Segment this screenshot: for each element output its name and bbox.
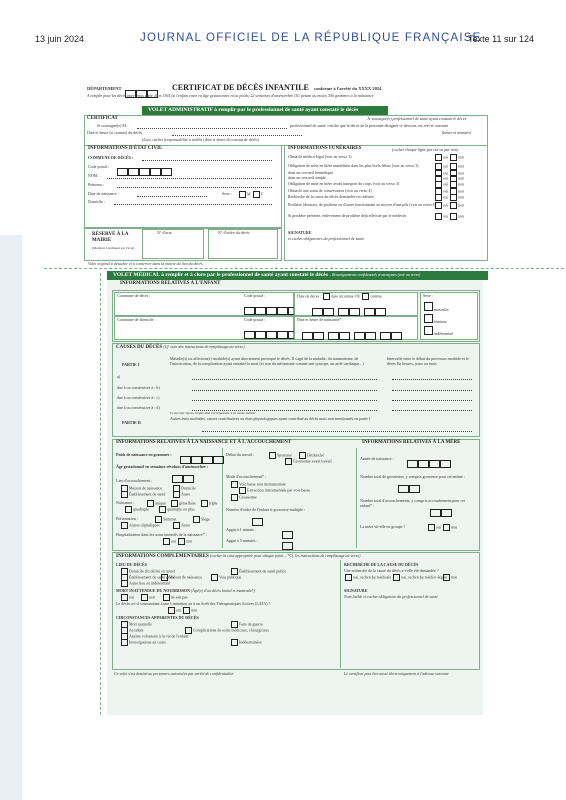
circonstances-option[interactable]: Accident — [120, 627, 143, 634]
lieu-deces-option[interactable]: Établissement de santé privé — [120, 574, 175, 581]
name-field[interactable] — [137, 128, 287, 129]
fun-row-label: Obligation de mise en bière avant transport du corps (voir au verso 3) — [288, 181, 400, 186]
signature2-label: SIGNATURE — [344, 588, 368, 593]
circonstances-label: CIRCONSTANCES APPARENTES DU DÉCÈS — [116, 615, 199, 620]
partie1-text: Maladie(s) ou affection(s) morbide(s) ayant directement provoqué le décès. Il s'agit de la maladie, du traumatisme, de l'intoxication, de la complication ayant entraîné la mort (et non du mécanisme comme une syncope, un arrêt cardiaque...) — [170, 356, 364, 366]
fun-row-label: Obligation de mise en bière immédiate dans les plus brefs délais (voir au verso 3) — [288, 163, 419, 168]
death-date-field[interactable] — [172, 135, 302, 136]
cause-interval-field[interactable] — [392, 390, 472, 391]
enf-commune-deces-label: Commune de décès : — [117, 293, 151, 298]
enf-sexe-fem[interactable]: féminin — [424, 314, 446, 324]
department-label: DÉPARTEMENT — [87, 86, 122, 91]
cause-interval-field[interactable] — [392, 410, 472, 411]
fun-row-options[interactable]: oui non — [434, 170, 464, 177]
circonstances-option[interactable]: Faits de guerre — [230, 621, 263, 628]
certificat-label: CERTIFICAT — [87, 116, 118, 121]
line1-label: Je soussigné(e) M. — [97, 123, 127, 128]
fun-row-options[interactable]: oui non — [434, 188, 464, 195]
circonstances-option[interactable]: Complications de soins médicaux, chirurgicaux — [184, 627, 269, 634]
text-reference: Texte 11 sur 124 — [468, 34, 534, 44]
mort-option[interactable]: non — [140, 594, 155, 601]
cause-line-label: due à ou consécutive à : b) — [117, 385, 160, 390]
reserve-col2: N° d'ordre du décès — [218, 230, 250, 235]
n-mode-label: Mode d'accouchement* : — [226, 474, 267, 479]
left-margin-strip — [0, 235, 22, 800]
n-mode-option[interactable]: Voie basse non instrumentale — [230, 481, 286, 488]
n-lieu-option[interactable]: Domicile — [172, 485, 196, 492]
certificate-subtitle: A remplir pour les décès intervenus entre J0 et J364 (si l'enfant entre en âge gestationnel et/ou poids) 22 semaines d'aménorrhée OU pesant au moins 500 grammes à la naissance — [87, 93, 374, 98]
certificate-page — [22, 60, 566, 800]
fun-row-label: Obstacle médico-légal (voir au verso 1) — [288, 154, 352, 159]
footer-left-note: Ce volet s'est destiné au personnes autorisées par arrêté de confidentialité — [114, 671, 234, 676]
m-vivante-options[interactable]: oui non — [427, 524, 457, 531]
reserve-sub: (Mention à indiquer sur l'acte) — [92, 246, 135, 250]
perforation-line — [44, 268, 564, 269]
ec-sexe-options[interactable]: M F — [238, 191, 263, 198]
deces-survenu-label: Le décès a-t-il concomitant à une Limitation ou à un Arrêt des Thérapeutiques Actives (LATA) ? — [116, 601, 271, 606]
ec-commune-field[interactable] — [142, 160, 272, 161]
funeraires-title: INFORMATIONS FUNÉRAIRES — [288, 146, 362, 151]
n-travail-option[interactable]: Déclenché — [298, 452, 324, 459]
cause-line-label: due à ou consécutive à : c) — [117, 395, 160, 400]
header-date: 13 juin 2024 — [35, 34, 85, 44]
fun-row-label: Si prothèse présente, enlèvement de prothèse déjà effectué par le médecin — [288, 213, 406, 218]
ec-domicile-label: Domicile : — [88, 199, 105, 204]
n-lieu-label: Lieu d'accouchement : — [116, 478, 153, 483]
partie1-label: PARTIE I — [122, 362, 140, 367]
enf-commune-dom-label: Commune de domicile : — [117, 317, 156, 322]
fun-row-label: dans un cercueil hermétique — [288, 170, 333, 175]
enf-sexe-masc[interactable]: masculin — [424, 302, 448, 312]
cause-line-field[interactable] — [192, 390, 377, 391]
fun-row-label: Recherche de la cause du décès demandée ou réalisée — [288, 194, 374, 199]
n-presentation-option[interactable]: Siège — [192, 516, 210, 523]
n-lieu-option[interactable]: Établissement de santé — [120, 491, 165, 498]
lieu-deces-option[interactable]: Établissement de santé public — [230, 568, 286, 575]
causes-title: CAUSES DU DÉCÈS (Cf. note des instructions de remplissage au verso) — [116, 344, 245, 350]
cause-interval-field[interactable] — [392, 400, 472, 401]
comp-title: INFORMATIONS COMPLÉMENTAIRES (cocher la case appropriée pour chaque point – *Cf. les instructions de remplissage au verso) — [116, 553, 361, 559]
n-apgar1-label: Apgar à 1 minute : — [226, 527, 256, 532]
partie2-text: Autres états morbides, causes contributives ou états physiologiques ayant contribué au décès mais non mentionnés en partie I — [170, 416, 371, 421]
n-lieu-option[interactable]: Maison de naissance — [120, 485, 162, 492]
deces-survenu-options[interactable]: oui non — [167, 607, 197, 614]
m-age-boxes[interactable] — [407, 455, 451, 473]
n-hosp-options[interactable]: oui non — [162, 538, 192, 545]
n-presentation-option[interactable]: Autre — [172, 522, 190, 529]
ec-dn-field[interactable] — [137, 196, 207, 197]
n-presentation-option[interactable]: Autres céphaliques — [120, 522, 160, 529]
page-header — [0, 0, 566, 50]
n-naissance-option[interactable]: unique — [146, 500, 166, 507]
cause-line-field[interactable] — [192, 400, 377, 401]
ec-nom-field[interactable] — [107, 178, 272, 179]
certificat-right: Je soussigné(e) professionnel de santé ayant constaté le décès — [367, 116, 467, 121]
certificate-title: CERTIFICAT DE DÉCÈS INFANTILE — [172, 83, 309, 92]
n-poids-label: Poids de naissance en grammes : — [116, 452, 172, 457]
m-accouchements-boxes[interactable] — [430, 504, 452, 522]
n-ordre-label: Numéro d'ordre de l'enfant si grossesse multiple : — [226, 507, 306, 512]
n-travail-option[interactable]: Césarienne avant travail — [284, 458, 332, 465]
mort-option[interactable]: oui — [120, 594, 134, 601]
enf-cp2-boxes[interactable] — [244, 326, 299, 344]
reserve-title: RÉSERVÉ À LA MAIRIE — [92, 232, 129, 243]
cause-interval-field[interactable] — [392, 379, 472, 380]
enf-sexe-indet[interactable]: indéterminé — [424, 326, 453, 336]
ec-sexe-label: Sexe : — [222, 191, 232, 196]
cause-line-label: a) — [117, 374, 121, 379]
circonstances-option[interactable]: Indéterminées — [230, 639, 262, 646]
n-naissance-option[interactable]: quadruple — [124, 506, 149, 513]
recherche-option[interactable]: oui, recherche médicale — [344, 574, 391, 581]
n-apgar5-label: Apgar à 5 minutes : — [226, 538, 258, 543]
detach-note: Volet original à détacher et à conserver dans la mairie du lieu du décès — [88, 261, 203, 266]
naissance-title: INFORMATIONS RELATIVES À LA NAISSANCE ET À L'ACCOUCHEMENT — [116, 440, 292, 445]
signature-sub: et cachet obligatoires du professionnel de santé — [288, 236, 365, 241]
naissance-divider-2 — [356, 448, 357, 548]
footer-right-note: Le certificat peut être aussi électroniquement à l'adresse suivante — [344, 671, 449, 676]
line2-label: Date et heure (si connue) du décès — [87, 130, 143, 135]
m-grossesses-boxes[interactable] — [398, 480, 420, 498]
partie1-right: Intervalle entre le début du processus morbide et le décès En heures, jours ou mois — [387, 356, 469, 366]
medical-band: VOLET MÉDICAL à remplir et à clore par le professionnel de santé ayant constaté le décès – Renseignements confidentiels et anonymes (voir au verso) — [107, 271, 488, 280]
m-age-label: Année de naissance : — [360, 456, 394, 461]
cause-line-label: due à ou consécutive à : d) — [117, 405, 160, 410]
fun-row-label: Obstacle aux soins de conservation (voir au verso 4) — [288, 188, 372, 193]
ec-cp-label: Code postal : — [88, 164, 110, 169]
fun-row-options[interactable]: oui non — [434, 163, 464, 170]
n-lieu-option[interactable]: Autre — [172, 491, 190, 498]
journal-title: JOURNAL OFFICIEL DE LA RÉPUBLIQUE FRANÇAISE — [140, 32, 482, 44]
line3-label: (Lieu, cachet (responsabilité à établir) date et heure du constat de décès) — [142, 137, 260, 142]
mort-inattendue-label: MORT INATTENDUE DU NOURRISSON (Âgé(e) d'un décès brutal et inattendu*) — [116, 588, 255, 593]
fun-row-options[interactable]: oui non — [434, 154, 464, 161]
mort-option[interactable]: ne sait pas — [162, 594, 188, 601]
m-grossesses-label: Nombre total de grossesses, y compris grossesse pour cet enfant : — [360, 474, 465, 479]
lieu-deces-option[interactable]: Autre lieu ou indéterminé — [120, 580, 170, 587]
n-naissance-label: Naissance : — [116, 500, 135, 505]
enf-sexe-label: Sexe : — [423, 293, 433, 298]
m-vivante-label: La mère vit-elle en groupe ? — [360, 524, 406, 529]
fun-row-label: Prothèse (dossiers, de prothèse ou d'autre fonctionnant au moyen d'une pile (voir au verso 6) — [288, 202, 436, 207]
circonstances-option[interactable]: Attente volontaire à la vie de l'enfant — [120, 633, 188, 640]
signature2-sub: Nom lisible et cachet obligatoire du professionnel de santé — [344, 594, 438, 599]
line1b-label: professionnel de santé, certifie que le décès de la personne désignée ci-dessous, est réel et constant — [290, 123, 448, 128]
ec-prenoms-label: Prénoms : — [88, 182, 105, 187]
lieu-deces-option[interactable]: Domicile (lit défini ou autre) — [120, 568, 175, 575]
n-presentation-option[interactable]: Sommet — [154, 516, 176, 523]
fun-row-options[interactable]: oui non — [434, 181, 464, 188]
ec-commune-label: COMMUNE DE DÉCÈS : — [88, 155, 134, 160]
recherche-question: Une recherche de la cause du décès a-t-elle été demandée ? — [344, 568, 439, 573]
lieu-deces-label: LIEU DU DÉCÈS — [116, 562, 147, 567]
medical-left-perforation — [100, 273, 104, 715]
fun-row-options[interactable]: oui non — [434, 202, 464, 209]
certificate-conform: conforme à l'arrêté du XXXX 2024 — [314, 86, 382, 91]
n-naissance-option[interactable]: gémellaire — [170, 500, 196, 507]
circonstances-option[interactable]: Investigations en cours — [120, 639, 166, 646]
ec-dn-label: Date de naissance : — [88, 191, 119, 196]
enf-date-naiss-label: Date et heure de naissance* : — [297, 317, 344, 322]
partie2-note: Le dernier lignes simple doit correspondre à la cause initiale — [170, 411, 256, 415]
circonstances-option[interactable]: Mort naturelle — [120, 621, 152, 628]
n-mode-option[interactable]: Césarienne — [230, 494, 257, 501]
recherche-label: RECHERCHE DE LA CAUSE DU DÉCÈS — [344, 562, 419, 567]
n-naissance-option[interactable]: quintuple ou plus — [158, 506, 195, 513]
n-naissance-option[interactable]: triple — [200, 500, 217, 507]
reserve-col1: N° d'acte — [157, 230, 172, 235]
funeraires-sub: (cocher chaque ligne par oui ou par non) — [392, 147, 459, 152]
n-mode-option[interactable]: Extraction instrumentale par voie basse — [238, 487, 310, 494]
enf-date-deces-label: Date de décès : date inconnue OU connue — [297, 293, 382, 299]
enfant-title: INFORMATIONS RELATIVES À L'ENFANT — [120, 281, 221, 286]
recherche-option[interactable]: non — [442, 574, 457, 581]
partie2-label: PARTIE II — [122, 420, 141, 425]
n-travail-label: Début du travail : — [226, 452, 255, 457]
fun-row-options[interactable]: oui non — [434, 175, 464, 182]
etat-civil-title: INFORMATIONS D'ÉTAT CIVIL — [88, 146, 163, 151]
n-age-label: Âge gestationnel en semaines révolues d'aménorrhée : — [116, 464, 208, 469]
admin-band: VOLET ADMINISTRATIF à remplir par le professionnel de santé ayant constaté le décès — [142, 106, 388, 115]
ec-prenoms-field[interactable] — [117, 187, 272, 188]
partie2-field[interactable] — [202, 431, 472, 432]
m-accouchements-label: Nombre total d'accouchements, y compris accouchement pour cet enfant* : — [360, 498, 466, 508]
mere-title: INFORMATIONS RELATIVES À LA MÈRE — [362, 440, 461, 445]
fun-row-options[interactable]: oui non — [434, 213, 464, 220]
line2b-label: (heure et minutes) — [442, 130, 472, 135]
recherche-option[interactable]: oui, recherche médico-légale — [392, 574, 447, 581]
comp-divider — [340, 560, 341, 668]
n-presentation-label: Présentation : — [116, 516, 138, 521]
enf-cp2-label: Code postal : — [244, 317, 266, 322]
fun-row-label: dans un cercueil simple — [288, 175, 326, 180]
n-travail-option[interactable]: Spontané — [268, 452, 292, 459]
fun-row-options[interactable]: oui non — [434, 194, 464, 201]
cause-line-field[interactable] — [192, 379, 377, 380]
enf-cp-label: Code postal : — [244, 293, 266, 298]
signature-label: SIGNATURE — [288, 230, 312, 235]
lieu-deces-option[interactable]: Voie publique — [210, 574, 241, 581]
ec-nom-label: NOM : — [88, 173, 100, 178]
n-hosp-label: Hospitalisation dans les soins intensifs de la naissance* : — [116, 532, 207, 537]
acte-number-field[interactable] — [142, 229, 204, 259]
ec-domicile-field[interactable] — [114, 204, 272, 205]
lieu-deces-option[interactable]: Maison de naissance — [160, 574, 202, 581]
